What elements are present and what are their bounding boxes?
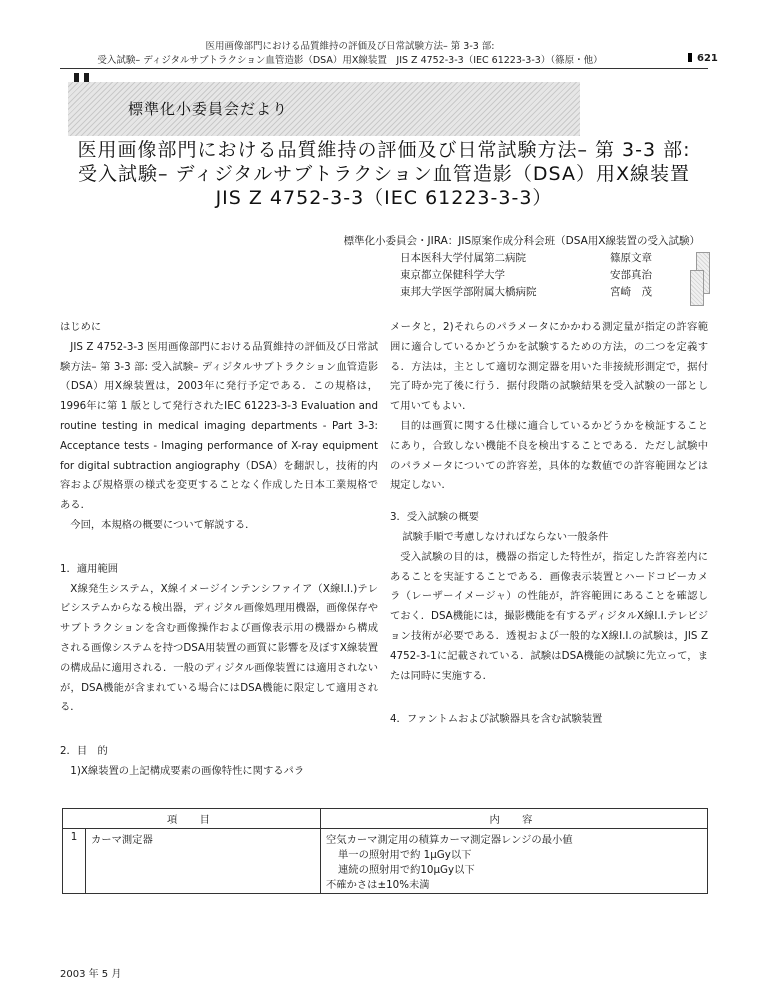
intro-paragraph-1: JIS Z 4752-3-3 医用画像部門における品質維持の評価及び日常試験方法– 第 3-3 部: 受入試験– ディジタルサブトラクション血管造影（DSA）用X線装置は，2003年に発行予定である．この規格は，1996年に第 1 版として発行されたIEC 61223-3-3 Evaluation and routine testing in medical imaging departments - Part 3-3: Acceptance tests - Imaging performance of X-ray equipment for digital subtraction angiography（DSA）を翻訳し，技術的内容および規格票の様式を変更することなく作成した日本工業規格である． — [60, 340, 378, 512]
footer-date: 2003 年 5 月 — [60, 969, 122, 980]
author-name: 宮崎 茂 — [610, 286, 652, 298]
section-3-paragraph: 受入試験の目的は，機器の指定した特性が，指定した許容差内にあることを実証することである．画像表示装置とハードコピーカメラ（レーザーイメージャ）の性能が，許容範囲にあることを確認しておく．DSA機能には，撮影機能を有するディジタルX線I.I.テレビジョン技術が必要である．透視および一般的なX線I.I.の試験は，JIS Z 4752-3-1に記載されている．試験はDSA機能の試験に先立って，または同時に実施する． — [390, 550, 708, 682]
title-line-3: JIS Z 4752-3-3（IEC 61223-3-3） — [215, 187, 553, 209]
running-header-line2: 受入試験– ディジタルサブトラクション血管造影（DSA）用X線装置 JIS Z 4752-3-3（IEC 61223-3-3）（篠原・他） — [97, 55, 603, 66]
right-column — [390, 318, 708, 730]
section-2-paragraph-2: 目的は画質に関する仕様に適合しているかどうかを検証することにあり，合致しない機能不良を検出することである．ただし試験中のパラメータについての許容差，具体的な数値での許容範囲などは規定しない． — [390, 419, 708, 492]
section-1-paragraph: X線発生システム，X線イメージインテンシファイア（X線I.I.)テレビシステムからなる検出器，ディジタル画像処理用機器，画像保存やサブトラクションを含む画像操作および画像表示用の機器から構成される画像システムを持つDSA用装置の画質に影響を及ぼすX線装置の構成品に適用される．一般のディジタル画像装置には適用されないが，DSA機能が含まれている場合にはDSA機能に限定して適用される． — [60, 582, 378, 714]
running-header — [70, 40, 630, 68]
section-1-heading: 1．適用範囲 — [60, 562, 119, 575]
title-line-2: 受入試験– ディジタルサブトラクション血管造影（DSA）用X線装置 — [78, 163, 690, 185]
banner-title: 標準化小委員会だより — [128, 100, 289, 118]
section-2-paragraph: 1)X線装置の上記構成要素の画像特性に関するパラ — [70, 764, 305, 777]
table-row — [63, 829, 708, 894]
equipment-table — [62, 808, 708, 894]
committee-line: 標準化小委員会・JIRA：JIS原案作成分科会班（DSA用X線装置の受入試験） — [343, 235, 700, 247]
author-row — [200, 284, 700, 301]
page-number — [688, 53, 718, 64]
section-2-continued: メータと，2)それらのパラメータにかかわる測定量が指定の許容範囲に適合しているかどうかを試験するための方法，の二つを定義する．方法は，主として適切な測定器を用いた非接続形測定で，据付完了時か完了後に行う．据付段階の試験結果を受入試験の一部として用いてもよい． — [390, 321, 708, 413]
content-line: 不確かさは±10%未満 — [326, 879, 430, 891]
header-content: 内 容 — [321, 809, 708, 829]
author-row — [200, 267, 700, 284]
section-3-heading: 3．受入試験の概要 — [390, 511, 479, 524]
running-header-line1: 医用画像部門における品質維持の評価及び日常試験方法– 第 3-3 部: — [205, 41, 495, 52]
row-number: 1 — [63, 829, 86, 894]
content-line: 単一の照射用で約 1μGy以下 — [338, 849, 472, 861]
intro-paragraph-2: 今回，本規格の概要について解説する． — [70, 518, 256, 531]
content-line: 連続の照射用で約10μGy以下 — [338, 864, 475, 876]
section-2-heading: 2．目 的 — [60, 745, 108, 758]
content-line: 空気カーマ測定用の積算カーマ測定器レンジの最小値 — [326, 834, 573, 846]
title-line-1: 医用画像部門における品質維持の評価及び日常試験方法– 第 3-3 部: — [77, 139, 691, 161]
author-affiliation: 日本医科大学付属第二病院 — [400, 252, 526, 264]
left-column — [60, 318, 378, 782]
header-rule — [60, 68, 708, 69]
row-item: カーマ測定器 — [86, 829, 321, 894]
author-name: 安部真治 — [610, 269, 652, 281]
author-name: 篠原文章 — [610, 252, 652, 264]
author-row — [200, 250, 700, 267]
section-4-heading: 4．ファントムおよび試験器具を含む試験装置 — [390, 713, 603, 726]
row-content — [321, 829, 708, 894]
header-item: 項 目 — [63, 809, 321, 829]
page-number-text: 621 — [697, 53, 718, 64]
table-header-row — [63, 809, 708, 829]
page-marker-bar — [688, 53, 692, 62]
author-block — [200, 233, 700, 301]
author-affiliation: 東邦大学医学部附属大橋病院 — [400, 286, 537, 298]
author-affiliation: 東京都立保健科学大学 — [400, 269, 505, 281]
article-title — [60, 138, 708, 210]
intro-heading: はじめに — [60, 321, 102, 333]
section-3-subheading: 試験手順で考慮しなければならない一般条件 — [402, 530, 609, 543]
